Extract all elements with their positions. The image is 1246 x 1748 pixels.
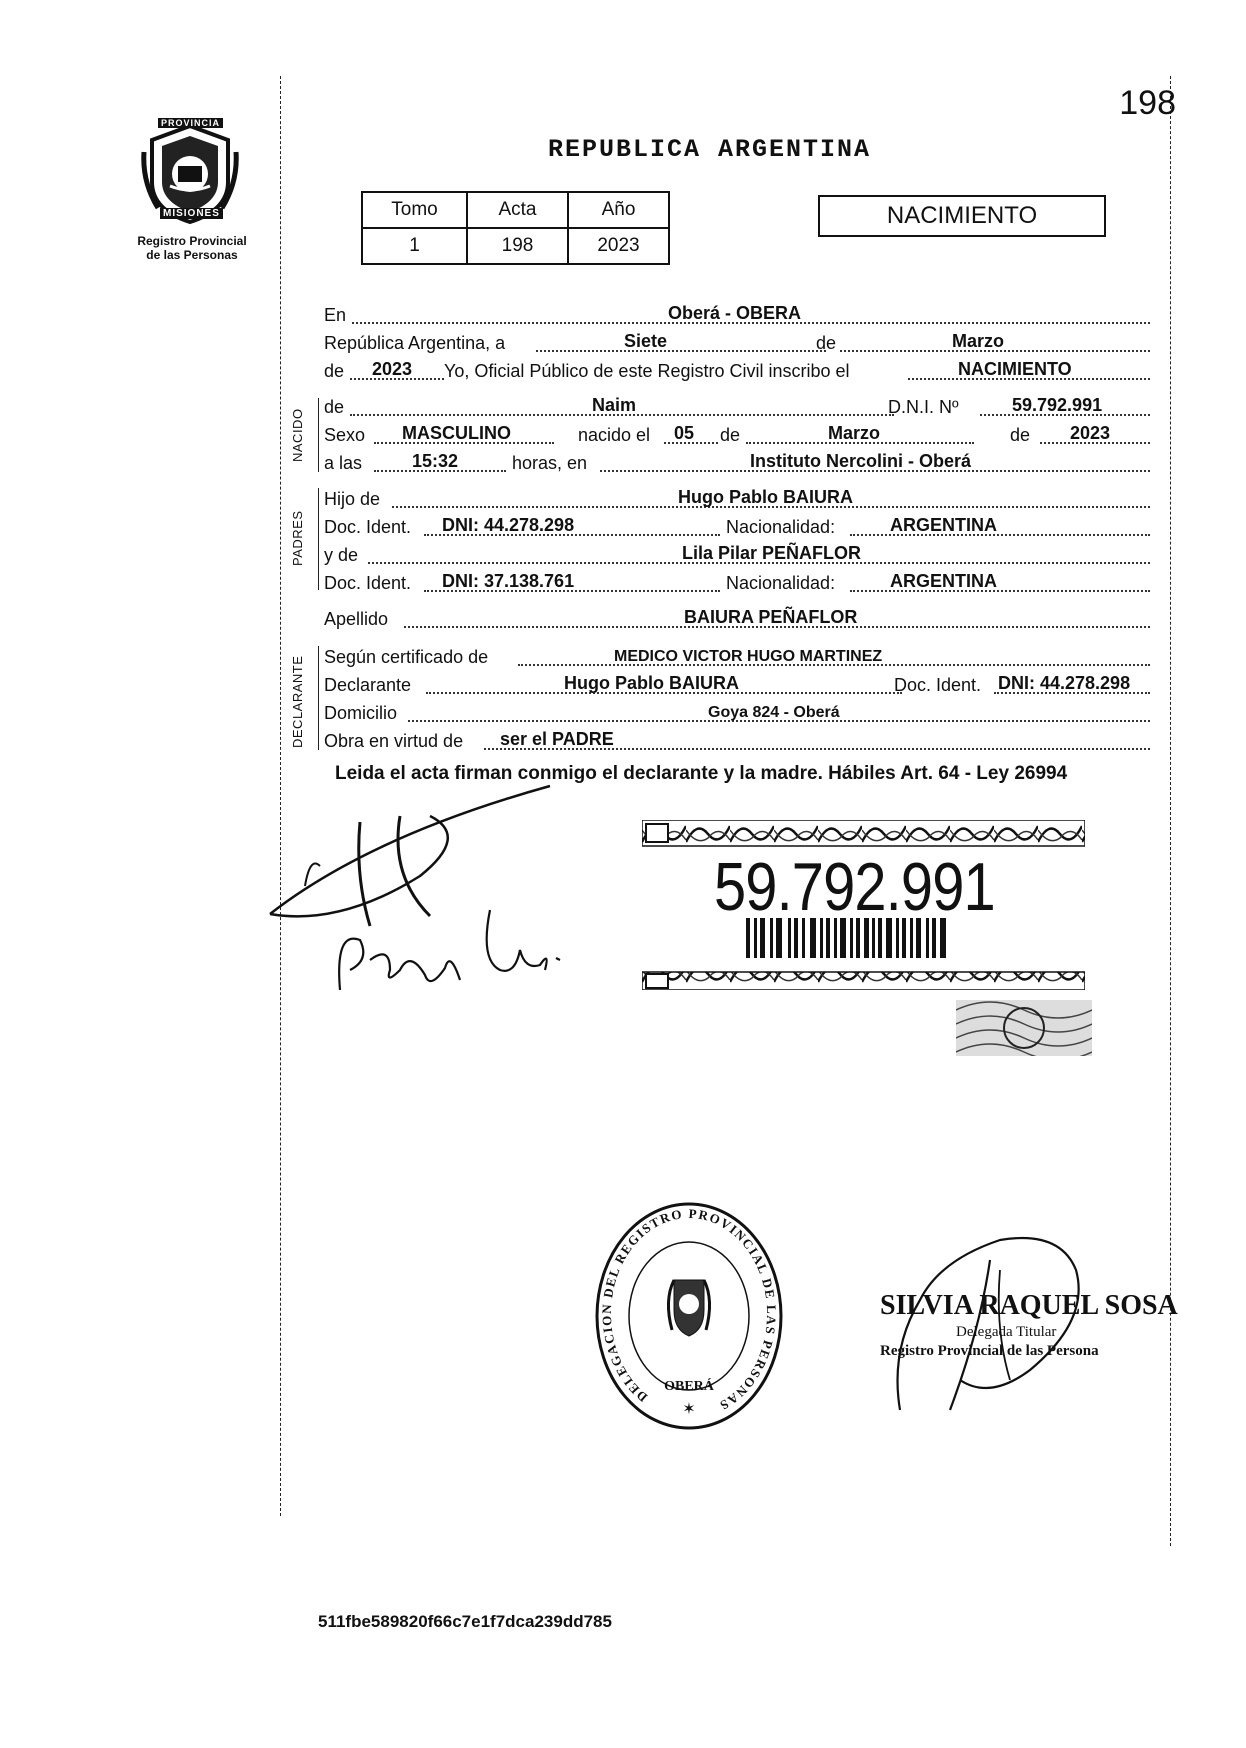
- inscribo-value: NACIMIENTO: [958, 359, 1072, 379]
- birth-day-value: 05: [674, 423, 695, 443]
- father-doc-label: Doc. Ident.: [324, 517, 412, 537]
- logo-text-bottom: MISIONES: [160, 208, 223, 219]
- day-value: Siete: [624, 331, 668, 351]
- certificado-label: Según certificado de: [324, 647, 489, 667]
- registrar-name: SILVIA RAQUEL SOSA: [880, 1290, 1178, 1321]
- obra-value: ser el PADRE: [500, 729, 614, 749]
- birth-year-value: 2023: [1070, 423, 1111, 443]
- domicilio-value: Goya 824 - Oberá: [708, 704, 840, 721]
- horas-en-label: horas, en: [512, 453, 588, 473]
- legal-text: Leida el acta firman conmigo el declarante y la madre. Hábiles Art. 64 - Ley 26994: [335, 763, 1068, 784]
- section-label-declarante: DECLARANTE: [290, 655, 305, 748]
- hologram-stamp: [956, 1000, 1092, 1056]
- time-value: 15:32: [412, 451, 459, 471]
- page-number: 198: [1119, 84, 1176, 122]
- registrar-role: Delegada Titular: [956, 1324, 1057, 1340]
- acta-value-tomo: 1: [362, 228, 467, 264]
- right-margin-line: [1170, 76, 1171, 1546]
- acta-table-header-row: [362, 192, 669, 228]
- svg-text:✶: ✶: [682, 1401, 696, 1418]
- row-y-de: [324, 540, 1150, 568]
- acta-value-acta: 198: [467, 228, 568, 264]
- id-number: 59.792.991: [714, 849, 995, 925]
- seal-ring-text: DELEGACION DEL REGISTRO PROVINCIAL DE LAS PERSONAS: [598, 1205, 780, 1414]
- month-value: Marzo: [952, 331, 1005, 351]
- declarante-doc-value: DNI: 44.278.298: [998, 673, 1131, 693]
- de-label-2: de: [324, 361, 345, 381]
- sexo-value: MASCULINO: [402, 423, 511, 443]
- row-apellido: [324, 604, 1150, 632]
- document-hash: 511fbe589820f66c7e1f7dca239dd785: [318, 1612, 612, 1631]
- row-nacido-name: [324, 392, 1150, 420]
- birth-de-label: de: [720, 425, 741, 445]
- row-year: [324, 356, 1150, 384]
- a-las-label: a las: [324, 453, 363, 473]
- nacido-name-value: Naim: [592, 395, 637, 415]
- acta-table-value-row: [362, 228, 669, 264]
- acta-header-tomo: Tomo: [362, 192, 467, 228]
- row-republica: [324, 328, 1150, 356]
- acta-header-ano: Año: [568, 192, 669, 228]
- acta-value-ano: 2023: [568, 228, 669, 264]
- logo-caption-line2: de las Personas: [146, 248, 238, 262]
- official-seal: [594, 1200, 784, 1432]
- dni-value: 59.792.991: [1012, 395, 1103, 415]
- row-hijo-de: [324, 484, 1150, 512]
- row-obra: [324, 726, 1150, 754]
- dni-label: D.N.I. Nº: [888, 397, 959, 417]
- dotted-line: [536, 350, 826, 352]
- inscribo-label: Yo, Oficial Público de este Registro Civil inscribo el: [444, 361, 850, 381]
- logo-caption: [128, 234, 256, 262]
- mother-doc-label: Doc. Ident.: [324, 573, 412, 593]
- row-nacido-sexo: [324, 420, 1150, 448]
- obra-label: Obra en virtud de: [324, 731, 464, 751]
- apellido-label: Apellido: [324, 609, 389, 629]
- year-value: 2023: [372, 359, 413, 379]
- row-father-doc: [324, 512, 1150, 540]
- republica-label: República Argentina, a: [324, 333, 506, 353]
- father-value: Hugo Pablo BAIURA: [678, 487, 853, 507]
- section-label-nacido: NACIDO: [290, 408, 305, 462]
- declarante-value: Hugo Pablo BAIURA: [564, 673, 739, 693]
- row-certificado: [324, 642, 1150, 670]
- mother-doc-value: DNI: 37.138.761: [442, 571, 575, 591]
- row-domicilio: [324, 698, 1150, 726]
- de-label: de: [816, 333, 837, 353]
- seal-city: OBERÁ: [664, 1379, 714, 1394]
- mother-value: Lila Pilar PEÑAFLOR: [682, 543, 862, 563]
- section-bracket-padres: [318, 488, 319, 590]
- act-type-box: NACIMIENTO: [818, 195, 1106, 237]
- registrar-org: Registro Provincial de las Persona: [880, 1343, 1099, 1359]
- nacido-de-label: de: [324, 397, 345, 417]
- row-mother-doc: [324, 568, 1150, 596]
- section-label-padres: PADRES: [290, 510, 305, 566]
- acta-table: [361, 191, 670, 265]
- mother-signature: [330, 890, 580, 1010]
- declarante-doc-label: Doc. Ident.: [894, 675, 982, 695]
- section-bracket-nacido: [318, 398, 319, 472]
- row-declarante: [324, 670, 1150, 698]
- logo-text-top: PROVINCIA: [158, 118, 223, 128]
- domicilio-label: Domicilio: [324, 703, 398, 723]
- country-title: REPUBLICA ARGENTINA: [548, 135, 872, 164]
- father-nat-value: ARGENTINA: [890, 515, 997, 535]
- nacido-el-label: nacido el: [578, 425, 651, 445]
- apellido-value: BAIURA PEÑAFLOR: [684, 607, 858, 627]
- row-nacido-hora: [324, 448, 1150, 476]
- declarante-label: Declarante: [324, 675, 412, 695]
- acta-header-acta: Acta: [467, 192, 568, 228]
- place-value: Instituto Nercolini - Oberá: [750, 451, 972, 471]
- hijo-de-label: Hijo de: [324, 489, 381, 509]
- en-label: En: [324, 305, 347, 325]
- mother-nat-label: Nacionalidad:: [726, 573, 836, 593]
- y-de-label: y de: [324, 545, 359, 565]
- row-en: [324, 300, 1150, 328]
- en-value: Oberá - OBERA: [668, 303, 802, 323]
- father-nat-label: Nacionalidad:: [726, 517, 836, 537]
- logo-caption-line1: Registro Provincial: [137, 234, 247, 248]
- father-doc-value: DNI: 44.278.298: [442, 515, 575, 535]
- birth-de-label-2: de: [1010, 425, 1031, 445]
- mother-nat-value: ARGENTINA: [890, 571, 997, 591]
- section-bracket-declarante: [318, 646, 319, 750]
- certificado-value: MEDICO VICTOR HUGO MARTINEZ: [614, 648, 883, 665]
- sexo-label: Sexo: [324, 425, 366, 445]
- birth-month-value: Marzo: [828, 423, 881, 443]
